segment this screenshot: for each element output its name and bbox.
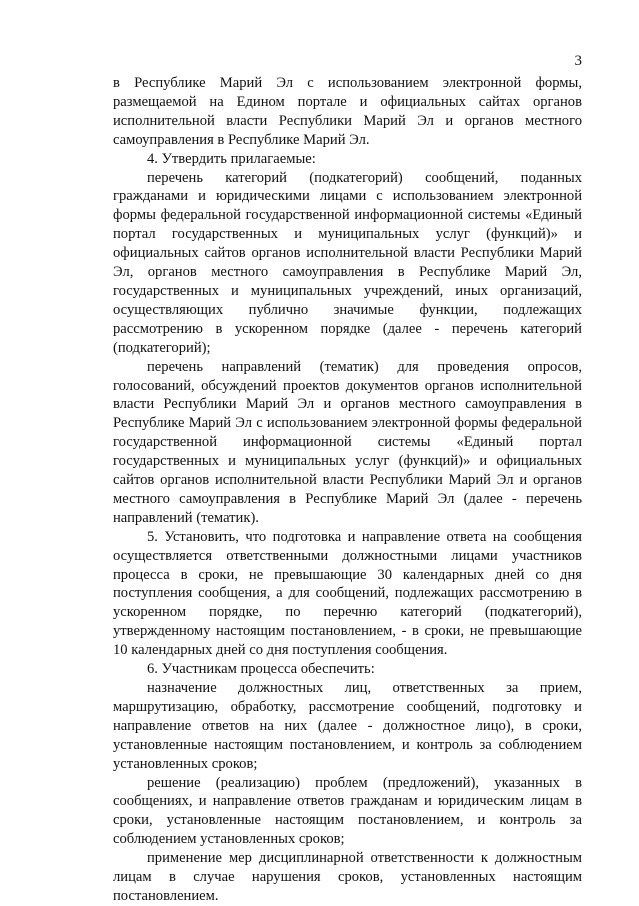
- paragraph-appoint-officials: назначение должностных лиц, ответственных за прием, маршрутизацию, обработку, рассмотрение сообщений, подготовку и направление ответов на них (далее - должностное лицо), в сроки, установленные настоящим постановлением, и контроль за соблюдением установленных сроков;: [113, 680, 582, 772]
- paragraph-resolve-problems: решение (реализацию) проблем (предложений), указанных в сообщениях, и направление ответов гражданам и юридическим лицам в сроки, установленные настоящим постановлением, и контроль за соблюдением установленных сроков;: [113, 774, 582, 848]
- paragraph-categories-list: перечень категорий (подкатегорий) сообщений, поданных гражданами и юридическими лицами с использованием электронной формы федеральной государственной информационной системы «Единый портал государственных и муниципальных услуг (функций)» и официальных сайтов органов исполнительной власти Республики Марий Эл, органов местного самоуправления в Республике Марий Эл, государственных и муниципальных учреждений, иных организаций, осуществляющих публично значимые функции, подлежащих рассмотрению в ускоренном порядке (далее - перечень категорий (подкатегорий);: [113, 169, 582, 356]
- paragraph-directions-list: перечень направлений (тематик) для проведения опросов, голосований, обсуждений проектов документов органов исполнительной власти Республики Марий Эл и органов местного самоуправления в Республике Марий Эл с использованием электронной формы федеральной государственной информационной системы «Единый портал государственных и муниципальных услуг (функций)» и официальных сайтов органов исполнительной власти Республики Марий Эл и органов местного самоуправления в Республике Марий Эл (далее - перечень направлений (тематик).: [113, 358, 582, 526]
- paragraph-intro-continuation: в Республике Марий Эл с использованием электронной формы, размещаемой на Едином портале и официальных сайтах органов исполнительной власти Республики Марий Эл и органов местного самоуправления в Республике Марий Эл.: [113, 75, 582, 148]
- paragraph-item-5: 5. Установить, что подготовка и направление ответа на сообщения осуществляется ответственными должностными лицами участников процесса в сроки, не превышающие 30 календарных дней со дня поступления сообщения, а для сообщений, подлежащих рассмотрению в ускоренном порядке, по перечню категорий (подкатегорий), утвержденному настоящим постановлением, - в сроки, не превышающие 10 календарных дней со дня поступления сообщения.: [113, 528, 582, 659]
- document-body: [113, 74, 582, 906]
- paragraph-disciplinary-measures: применение мер дисциплинарной ответственности к должностным лицам в случае нарушения сроков, установленных настоящим постановлением.: [113, 850, 582, 904]
- paragraph-item-4-heading: 4. Утвердить прилагаемые:: [147, 150, 316, 167]
- page-number: 3: [574, 53, 582, 69]
- paragraph-item-6-heading: 6. Участникам процесса обеспечить:: [147, 661, 375, 678]
